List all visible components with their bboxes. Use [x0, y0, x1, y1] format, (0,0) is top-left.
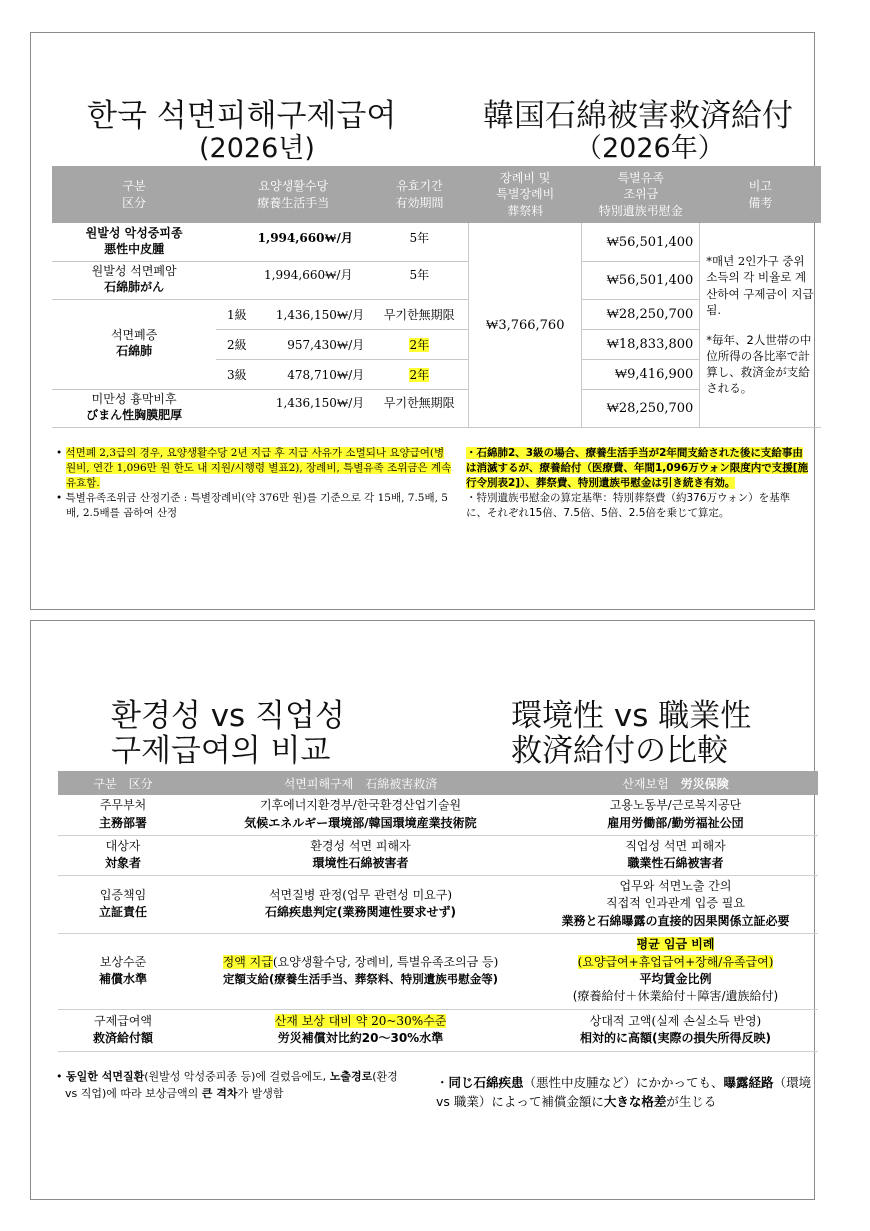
remark-japanese: *毎年、2人世帯の中位所得の各比率で計算し、救済金が支給される。	[706, 332, 812, 396]
table-row	[58, 795, 818, 835]
asbestosis-grade-3-validity-cell	[370, 359, 469, 389]
asbestosis-grade-2-bereaved: ₩18,833,800	[582, 329, 700, 359]
header-funeral: 장례비 및 특별장례비 葬祭料	[469, 166, 582, 223]
asbestosis-grade-3-amount: 478,710₩/月	[257, 359, 370, 389]
table-row	[52, 223, 821, 261]
asbestosis-grade-3-bereaved: ₩9,416,900	[582, 359, 700, 389]
row-label-mesothelioma: 원발성 악성중피종 悪性中皮腫	[52, 223, 216, 261]
header-remarks: 비고 備考	[700, 166, 821, 223]
title-korean-line2: 구제급여의 비교	[111, 732, 331, 769]
title-japanese-line1: 韓国石綿被害救済給付	[483, 98, 793, 134]
title-japanese-line2: （2026年）	[575, 132, 725, 164]
pleura-validity: 무기한無期限	[370, 389, 469, 427]
funeral-amount: ₩3,766,760	[469, 223, 582, 427]
industrial-cell: 평균 임금 비례 (요양급여+휴업급여+장해/유족급여) 平均賃金比例 (療養給付＋休業給付＋障害/遺族給付)	[533, 933, 818, 1009]
header-category: 구분 区分	[58, 771, 188, 795]
asbestosis-grade-2-validity: 2年	[409, 337, 430, 352]
asbestos-cell: 석면질병 판정(업무 관련성 미요구) 石綿疾患判定(業務関連性要求せず)	[188, 875, 533, 933]
title-japanese	[483, 99, 793, 164]
note-japanese: ・同じ石綿疾患（悪性中皮腫など）にかかっても、曝露経路（環境 vs 職業）によって補償金額に大きな格差が生じる	[436, 1075, 812, 1109]
header-industrial-insurance: 산재보험 労災保険	[533, 771, 818, 795]
meso-validity: 5年	[370, 223, 469, 261]
notes-japanese	[466, 446, 811, 521]
asbestos-cell: 기후에너지환경부/한국환경산업기술원 気候エネルギー環境部/韓国環境産業技術院	[188, 795, 533, 835]
title-korean-line1: 한국 석면피해구제급여	[87, 98, 397, 134]
row-label-lung-cancer: 원발성 석면폐암 石綿肺がん	[52, 261, 216, 299]
row-label: 구제급여액 救済給付額	[58, 1009, 188, 1051]
asbestosis-grade-2-amount: 957,430₩/月	[257, 329, 370, 359]
row-label: 입증책임 立証責任	[58, 875, 188, 933]
lung-validity: 5年	[370, 261, 469, 299]
note-korean: • 동일한 석면질환(원발성 악성중피종 등)에 걸렸음에도, 노출경로(환경 vs 직업)에 따라 보상금액의 큰 격차가 발생함	[56, 1070, 398, 1100]
header-bereaved: 특별유족 조위금 特別遺族弔慰金	[582, 166, 700, 223]
industrial-cell: 직업성 석면 피해자 職業性石綿被害者	[533, 835, 818, 875]
header-medical-allowance: 요양생활수당 療養生活手当	[216, 166, 370, 223]
relief-benefits-table	[52, 166, 821, 428]
title-korean-line1: 환경성 vs 직업성	[111, 698, 345, 734]
slide-korea-relief-benefits	[30, 32, 815, 610]
title-korean	[111, 699, 345, 768]
title-korean-line2: (2026년)	[199, 132, 315, 164]
note-japanese-1: ・石綿肺2、3級の場合、療養生活手当が2年間支給された後に支給事由は消滅するが、療養給付（医療費、年間1,096万ウォン限度内で支援[施行令別表2]）、葬祭費、特別遺族弔慰金は引き続き有効。	[466, 447, 809, 489]
asbestos-cell: 정액 지급(요양생활수당, 장례비, 특별유족조의금 등) 定額支給(療養生活手当、葬祭料、特別遺族弔慰金等)	[188, 933, 533, 1009]
table-row	[58, 835, 818, 875]
title-japanese-line2: 救済給付の比較	[511, 732, 728, 769]
title-japanese	[511, 699, 751, 768]
table-row	[58, 1009, 818, 1051]
pleura-bereaved: ₩28,250,700	[582, 389, 700, 427]
notes-korean	[54, 446, 452, 521]
asbestosis-grade-1-validity: 무기한無期限	[370, 299, 469, 329]
lung-bereaved: ₩56,501,400	[582, 261, 700, 299]
asbestosis-grade-1-bereaved: ₩28,250,700	[582, 299, 700, 329]
lung-amount: 1,994,660₩/月	[216, 261, 370, 299]
remark-korean: *매년 2인가구 중위소득의 각 비율로 계산하여 구제금이 지급됨.	[706, 254, 814, 317]
industrial-cell: 업무와 석면노출 간의 직접적 인과관계 입증 필요 業務と石綿曝露の直接的因果関係立証必要	[533, 875, 818, 933]
industrial-cell: 고용노동부/근로복지공단 雇用労働部/勤労福祉公団	[533, 795, 818, 835]
row-label: 보상수준 補償水準	[58, 933, 188, 1009]
asbestosis-grade-2-validity-cell	[370, 329, 469, 359]
header-category: 구분 区分	[52, 166, 216, 223]
row-label: 주무부처 主務部署	[58, 795, 188, 835]
asbestos-cell: 산재 보상 대비 약 20~30%수준 労災補償対比約20～30%水準	[188, 1009, 533, 1051]
asbestosis-grade-2: 2級	[216, 329, 257, 359]
slide-environmental-vs-occupational	[30, 620, 815, 1200]
title-korean	[87, 99, 396, 164]
row-label-asbestosis: 석면폐증 石綿肺	[52, 299, 216, 389]
asbestosis-grade-3: 3級	[216, 359, 257, 389]
remarks-cell	[700, 223, 821, 427]
asbestos-cell: 환경성 석면 피해자 環境性石綿被害者	[188, 835, 533, 875]
table-row	[58, 875, 818, 933]
industrial-cell: 상대적 고액(실제 손실소득 반영) 相対的に高額(実際の損失所得反映)	[533, 1009, 818, 1051]
header-asbestos-relief: 석면피해구제 石綿被害救済	[188, 771, 533, 795]
note-korean-2: • 특별유족조위금 산정기준 : 특별장례비(약 376만 원)를 기준으로 각 15배, 7.5배, 5배, 2.5배를 곱하여 산정	[56, 491, 448, 519]
pleura-amount: 1,436,150₩/月	[216, 389, 370, 427]
asbestosis-grade-1: 1級	[216, 299, 257, 329]
meso-amount: 1,994,660₩/月	[216, 223, 370, 261]
meso-bereaved: ₩56,501,400	[582, 223, 700, 261]
row-label-pleural-thickening: 미만성 흉막비후 びまん性胸膜肥厚	[52, 389, 216, 427]
table-header-row	[58, 771, 818, 795]
asbestosis-grade-1-amount: 1,436,150₩/月	[257, 299, 370, 329]
asbestosis-grade-3-validity: 2年	[409, 367, 430, 382]
row-label: 대상자 対象者	[58, 835, 188, 875]
table-header-row	[52, 166, 821, 223]
header-validity: 유효기간 有効期間	[370, 166, 469, 223]
title-japanese-line1: 環境性 vs 職業性	[511, 698, 752, 734]
table-row	[58, 933, 818, 1009]
note-korean-1: • 석면폐 2,3급의 경우, 요양생활수당 2년 지급 후 지급 사유가 소멸되나 요양급여(병원비, 연간 1,096만 원 한도 내 지원/시행령 별표2), 장례비, 특별유족 조위금은 계속 유효함.	[56, 447, 452, 489]
comparison-table	[58, 771, 818, 1052]
note-japanese-2: ・特別遺族弔慰金の算定基準：特別葬祭費（約376万ウォン）を基準に、それぞれ15倍、7.5倍、5倍、2.5倍を乗じて算定。	[466, 491, 791, 519]
